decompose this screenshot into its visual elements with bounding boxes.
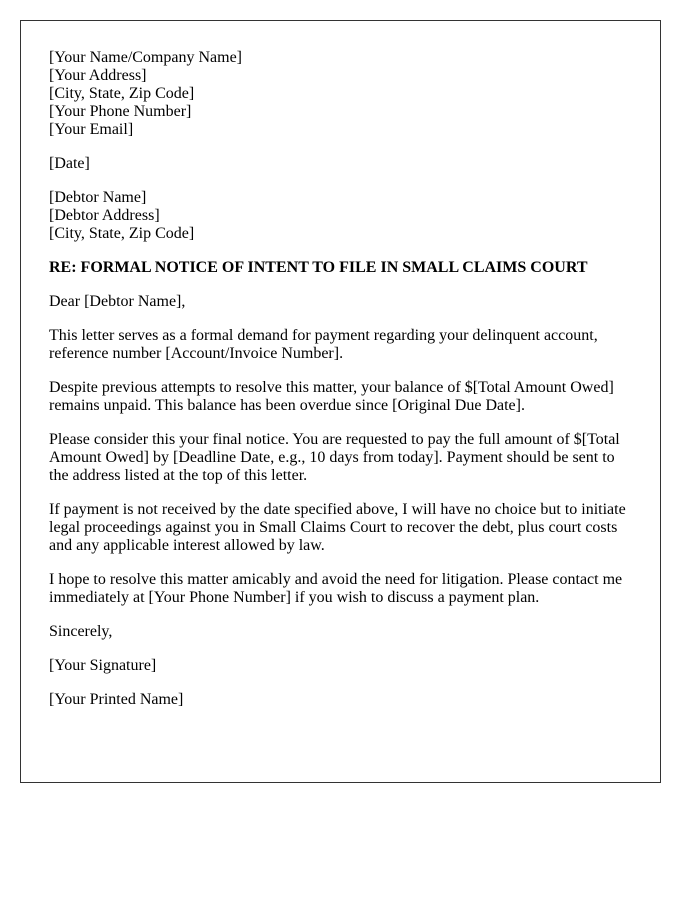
body-paragraph: Please consider this your final notice. You are requested to pay the full amount of $[Total Amount Owed] by [Deadline Date, e.g., 10 days from today]. Payment should be sent to the address listed at the top of this letter. (49, 431, 620, 484)
body-paragraph: If payment is not received by the date specified above, I will have no choice but to initiate legal proceedings against you in Small Claims Court to recover the debt, plus court costs and any applicable interest allowed by law. (49, 501, 626, 554)
body-paragraph: This letter serves as a formal demand for payment regarding your delinquent account, reference number [Account/Invoice Number]. (49, 327, 598, 362)
recipient-city: [City, State, Zip Code] (49, 225, 195, 242)
subject-line: RE: FORMAL NOTICE OF INTENT TO FILE IN SMALL CLAIMS COURT (49, 259, 588, 276)
recipient-address: [Debtor Address] (49, 207, 160, 224)
letter-page (20, 20, 661, 783)
letter-date: [Date] (49, 155, 90, 172)
printed-name: [Your Printed Name] (49, 691, 184, 708)
body-paragraph: Despite previous attempts to resolve this matter, your balance of $[Total Amount Owed] remains unpaid. This balance has been overdue since [Original Due Date]. (49, 379, 614, 414)
salutation: Dear [Debtor Name], (49, 293, 186, 310)
sender-email: [Your Email] (49, 121, 134, 138)
sender-city: [City, State, Zip Code] (49, 85, 195, 102)
sender-name: [Your Name/Company Name] (49, 49, 243, 66)
body-paragraph: I hope to resolve this matter amicably and avoid the need for litigation. Please contact me immediately at [Your Phone Number] if you wish to discuss a payment plan. (49, 571, 623, 606)
sender-phone: [Your Phone Number] (49, 103, 192, 120)
sender-address: [Your Address] (49, 67, 147, 84)
recipient-name: [Debtor Name] (49, 189, 147, 206)
closing: Sincerely, (49, 623, 113, 640)
sender-block (49, 49, 632, 139)
signature: [Your Signature] (49, 657, 157, 674)
recipient-block (49, 189, 632, 243)
